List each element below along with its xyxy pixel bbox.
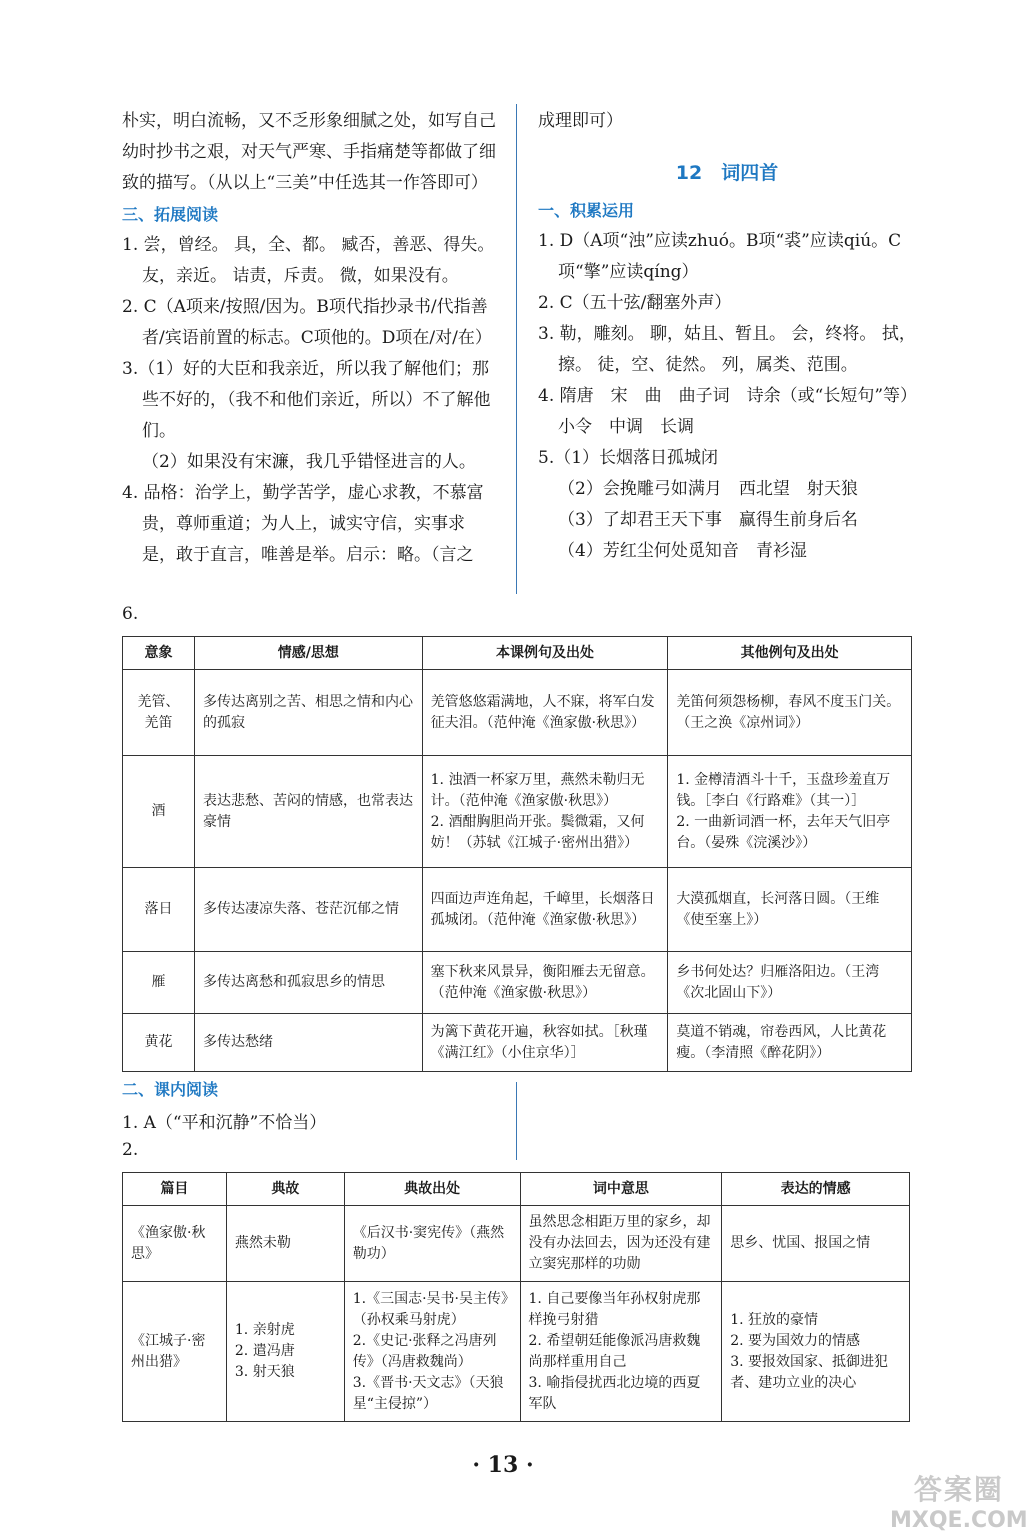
table-row: [123, 756, 912, 868]
table-cell: 《渔家傲·秋思》: [123, 1206, 227, 1282]
table-cell-line: 2. 一曲新词酒一杯，去年天气旧亭台。（晏殊《浣溪沙》）: [676, 813, 891, 851]
answer-item-4: 4. 品格：治学上，勤学苦学，虚心求教，不慕富贵，尊师重道；为人上，诚实守信，实事求是，敢于直言，唯善是举。启示：略。（言之: [122, 483, 484, 565]
column-divider: [516, 104, 517, 594]
table-row: [123, 1014, 912, 1072]
section-heading-in-class-reading: 二、课内阅读: [122, 1080, 219, 1099]
table-cell: 表达悲愁、苦闷的情感，也常表达豪情: [194, 756, 422, 868]
table-cell: 塞下秋来风景异，衡阳雁去无留意。（范仲淹《渔家傲·秋思》）: [422, 952, 668, 1014]
table-cell: 多传达凄凉失落、苍茫沉郁之情: [194, 868, 422, 952]
table-header-row: [123, 1173, 910, 1206]
table-header-cell: 典故出处: [344, 1173, 520, 1206]
table-cell-line: 2. 要为国效力的情感: [730, 1332, 861, 1349]
table-cell-line: 2. 酒酣胸胆尚开张。鬓微霜，又何妨！（苏轼《江城子·密州出猎》）: [430, 813, 645, 851]
table-cell-multiline: [226, 1282, 344, 1422]
table-cell-line: 1.《三国志·吴书·吴主传》（孙权乘马射虎）: [352, 1290, 508, 1328]
table-cell: 羌笛何须怨杨柳，春风不度玉门关。（王之涣《凉州词》）: [668, 670, 912, 756]
table-header-row: [123, 637, 912, 670]
table-header-cell: 篇目: [123, 1173, 227, 1206]
table-cell: 四面边声连角起，千嶂里，长烟落日孤城闭。（范仲淹《渔家傲·秋思》）: [422, 868, 668, 952]
table-cell-multiline: [722, 1282, 910, 1422]
table-cell-line: 1. 金樽清酒斗十千，玉盘珍羞直万钱。［李白《行路难》（其一）］: [676, 771, 891, 809]
column-divider-2: [516, 1082, 517, 1160]
table-cell: 雁: [123, 952, 195, 1014]
right-continued-text: 成理即可）: [538, 111, 623, 131]
table-cell-line: 3. 射天狼: [234, 1364, 295, 1380]
table-cell-line: 3. 要报效国家、抵御进犯者、建功立业的决心: [730, 1353, 889, 1391]
table-row: [123, 1282, 910, 1422]
table-cell: 酒: [123, 756, 195, 868]
table-cell-multiline: [668, 756, 912, 868]
table-cell-line: 3.《晋书·天文志》（天狼星“主侵掠”）: [352, 1374, 504, 1412]
table-cell: 黄花: [123, 1014, 195, 1072]
table-cell: 思乡、忧国、报国之情: [722, 1206, 910, 1282]
answer-item-2: 2. C（A项来/按照/因为。B项代指抄录书/代指善者/宾语前置的标志。C项他的。D项在/对/在）: [122, 297, 492, 348]
in-class-item-2: 2.: [122, 1140, 139, 1160]
table-cell-multiline: [344, 1282, 520, 1422]
table-header-cell: 词中意思: [520, 1173, 722, 1206]
answer-item-3: 3.（1）好的大臣和我亲近，所以我了解他们；那些不好的，（我不和他们亲近，所以）不了解他们。: [122, 359, 491, 441]
table-header-cell: 典故: [226, 1173, 344, 1206]
table-cell-line: 2.《史记·张释之冯唐列传》（冯唐救魏尚）: [352, 1332, 497, 1370]
table-cell: 《江城子·密州出猎》: [123, 1282, 227, 1422]
table-cell-line: 1. 亲射虎: [234, 1322, 295, 1338]
lesson-title: 12 词四首: [675, 162, 779, 184]
section-heading-extended-reading: 三、拓展阅读: [122, 205, 219, 224]
table-cell: 多传达愁绪: [194, 1014, 422, 1072]
answer-item-1: 1. 尝，曾经。 具，全、都。 臧否，善恶、得失。 友，亲近。 诘责，斥责。 微，如果没有。: [122, 235, 495, 286]
table-cell: 燕然未勒: [226, 1206, 344, 1282]
table-cell-line: 1. 浊酒一杯家万里，燕然未勒归无计。（范仲淹《渔家傲·秋思》）: [430, 771, 645, 809]
table-cell: 为篱下黄花开遍，秋容如拭。［秋瑾《满江红》（小住京华）］: [422, 1014, 668, 1072]
table-cell-line: 1. 狂放的豪情: [730, 1311, 819, 1328]
table-cell-multiline: [520, 1282, 722, 1422]
table-cell-line: 3. 喻指侵扰西北边境的西夏军队: [528, 1374, 701, 1412]
page-number: · 13 ·: [472, 1452, 534, 1478]
answer-item-5-4: （4）芳红尘何处觅知音 青衫湿: [558, 541, 807, 561]
allusion-table: [122, 1172, 910, 1422]
left-column: [122, 106, 498, 571]
watermark-logo: [890, 1468, 1028, 1534]
watermark-text-bottom: MXQE.COM: [890, 1508, 1028, 1533]
table-cell: 虽然思念相距万里的家乡，却没有办法回去，因为还没有建立窦宪那样的功勋: [520, 1206, 722, 1282]
table-cell: 乡书何处达？归雁洛阳边。（王湾《次北固山下》）: [668, 952, 912, 1014]
table-header-cell: 表达的情感: [722, 1173, 910, 1206]
table-row: [123, 868, 912, 952]
table-cell: 多传达离别之苦、相思之情和内心的孤寂: [194, 670, 422, 756]
table-cell: 多传达离愁和孤寂思乡的情思: [194, 952, 422, 1014]
section-heading-accumulation: 一、积累运用: [538, 201, 635, 220]
right-column: [538, 106, 926, 567]
answer-item-5-3: （3）了却君王天下事 赢得生前身后名: [558, 510, 858, 530]
table-cell: 羌管悠悠霜满地，人不寐，将军白发征夫泪。（范仲淹《渔家傲·秋思》）: [422, 670, 668, 756]
table-cell: 羌管、羌笛: [123, 670, 195, 756]
imagery-table: [122, 636, 912, 1072]
table-row: [123, 670, 912, 756]
table-cell-line: 2. 希望朝廷能像派冯唐救魏尚那样重用自己: [528, 1332, 701, 1370]
answer-item-5: 5.（1）长烟落日孤城闭: [538, 448, 719, 468]
table-header-cell: 情感/思想: [194, 637, 422, 670]
question-6-label: 6.: [122, 604, 139, 624]
table-cell: 莫道不销魂，帘卷西风，人比黄花瘦。（李清照《醉花阴》）: [668, 1014, 912, 1072]
table-cell: 落日: [123, 868, 195, 952]
table-row: [123, 1206, 910, 1282]
answer-item-3: 3. 勒，雕刻。 聊，姑且、暂且。 会，终将。 拭，擦。 徒，空、徒然。 列，属类、范围。: [538, 324, 916, 375]
answer-item-1: 1. D（A项“浊”应读zhuó。B项“裘”应读qiú。C项“擎”应读qíng）: [538, 231, 902, 282]
table-header-cell: 意象: [123, 637, 195, 670]
table-cell-multiline: [422, 756, 668, 868]
left-continued-text: 朴实，明白流畅，又不乏形象细腻之处，如写自己幼时抄书之艰，对天气严寒、手指痛楚等都做了细致的描写。（从以上“三美”中任选其一作答即可）: [122, 111, 496, 193]
table-cell-line: 2. 遣冯唐: [234, 1343, 295, 1359]
answer-item-4: 4. 隋唐 宋 曲 曲子词 诗余（或“长短句”等） 小令 中调 长调: [538, 386, 926, 437]
in-class-item-1: 1. A（“平和沉静”不恰当）: [122, 1113, 327, 1133]
table-header-cell: 本课例句及出处: [422, 637, 668, 670]
table-cell: 大漠孤烟直，长河落日圆。（王维《使至塞上》）: [668, 868, 912, 952]
watermark-text-top: 答案圈: [913, 1473, 1004, 1506]
answer-item-2: 2. C（五十弦/翻塞外声）: [538, 293, 732, 313]
table-cell-line: 1. 自己要像当年孙权射虎那样挽弓射猎: [528, 1290, 701, 1328]
table-row: [123, 952, 912, 1014]
answer-item-5-2: （2）会挽雕弓如满月 西北望 射天狼: [558, 479, 858, 499]
answer-item-3-part2: （2）如果没有宋濂，我几乎错怪进言的人。: [142, 452, 476, 472]
table-header-cell: 其他例句及出处: [668, 637, 912, 670]
table-cell: 《后汉书·窦宪传》（燕然勒功）: [344, 1206, 520, 1282]
